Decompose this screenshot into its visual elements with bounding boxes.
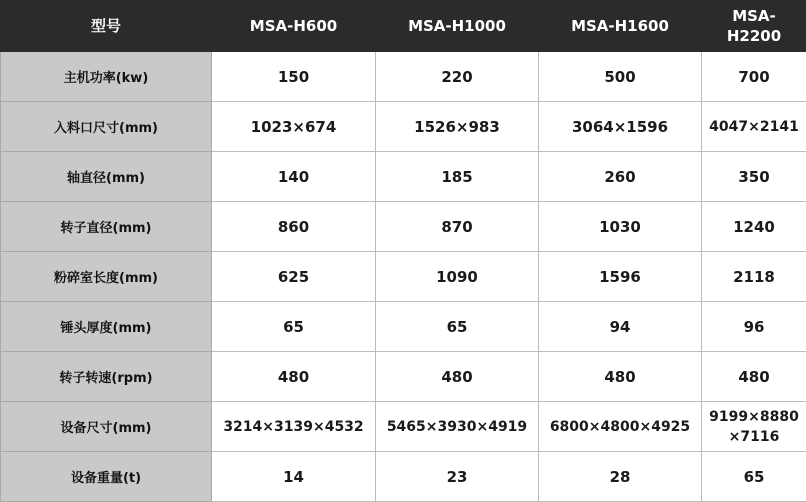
table-cell: 96 bbox=[702, 302, 806, 352]
table-row-main-power bbox=[1, 52, 806, 102]
table-cell: 480 bbox=[539, 352, 702, 402]
table-cell: 6800×4800×4925 bbox=[539, 402, 702, 452]
row-label: 转子直径(mm) bbox=[1, 202, 212, 252]
table-cell: 2118 bbox=[702, 252, 806, 302]
table-cell: 14 bbox=[212, 452, 376, 502]
table-cell: 65 bbox=[702, 452, 806, 502]
table-row-equipment-weight bbox=[1, 452, 806, 502]
row-label: 锤头厚度(mm) bbox=[1, 302, 212, 352]
header-cell-msa-h1000: MSA-H1000 bbox=[376, 1, 539, 52]
table-cell: 3214×3139×4532 bbox=[212, 402, 376, 452]
table-cell: 94 bbox=[539, 302, 702, 352]
table-cell: 500 bbox=[539, 52, 702, 102]
table-row-rotor-speed bbox=[1, 352, 806, 402]
table-cell: 260 bbox=[539, 152, 702, 202]
table-cell: 350 bbox=[702, 152, 806, 202]
table-cell: 220 bbox=[376, 52, 539, 102]
table-cell: 5465×3930×4919 bbox=[376, 402, 539, 452]
table-cell: 480 bbox=[702, 352, 806, 402]
table-cell: 1596 bbox=[539, 252, 702, 302]
table-cell: 1090 bbox=[376, 252, 539, 302]
row-label: 粉碎室长度(mm) bbox=[1, 252, 212, 302]
table-row-hammer-thickness bbox=[1, 302, 806, 352]
header-cell-msa-h2200: MSA- H2200 bbox=[702, 1, 806, 52]
table-cell: 3064×1596 bbox=[539, 102, 702, 152]
table-cell: 1030 bbox=[539, 202, 702, 252]
row-label: 轴直径(mm) bbox=[1, 152, 212, 202]
header-cell-msa-h1600: MSA-H1600 bbox=[539, 1, 702, 52]
table-cell: 65 bbox=[212, 302, 376, 352]
table-cell: 4047×2141 bbox=[702, 102, 806, 152]
table-row-feed-opening bbox=[1, 102, 806, 152]
row-label: 设备尺寸(mm) bbox=[1, 402, 212, 452]
row-label: 转子转速(rpm) bbox=[1, 352, 212, 402]
table-cell: 870 bbox=[376, 202, 539, 252]
header-row bbox=[1, 1, 806, 52]
table-cell: 65 bbox=[376, 302, 539, 352]
header-cell-model: 型号 bbox=[1, 1, 212, 52]
table-cell: 150 bbox=[212, 52, 376, 102]
table-row-rotor-diameter bbox=[1, 202, 806, 252]
row-label: 入料口尺寸(mm) bbox=[1, 102, 212, 152]
table-row-shaft-diameter bbox=[1, 152, 806, 202]
table-row-crushing-chamber-length bbox=[1, 252, 806, 302]
table-row-equipment-dimensions bbox=[1, 402, 806, 452]
table-cell: 1526×983 bbox=[376, 102, 539, 152]
table-cell: 1240 bbox=[702, 202, 806, 252]
table-cell: 625 bbox=[212, 252, 376, 302]
row-label: 主机功率(kw) bbox=[1, 52, 212, 102]
table-cell: 860 bbox=[212, 202, 376, 252]
header-cell-msa-h600: MSA-H600 bbox=[212, 1, 376, 52]
table-cell: 480 bbox=[376, 352, 539, 402]
table-cell: 185 bbox=[376, 152, 539, 202]
table-cell: 1023×674 bbox=[212, 102, 376, 152]
row-label: 设备重量(t) bbox=[1, 452, 212, 502]
table-cell: 28 bbox=[539, 452, 702, 502]
table-cell: 140 bbox=[212, 152, 376, 202]
table-cell: 480 bbox=[212, 352, 376, 402]
table-cell: 23 bbox=[376, 452, 539, 502]
table-cell: 9199×8880 ×7116 bbox=[702, 402, 806, 452]
table-cell: 700 bbox=[702, 52, 806, 102]
